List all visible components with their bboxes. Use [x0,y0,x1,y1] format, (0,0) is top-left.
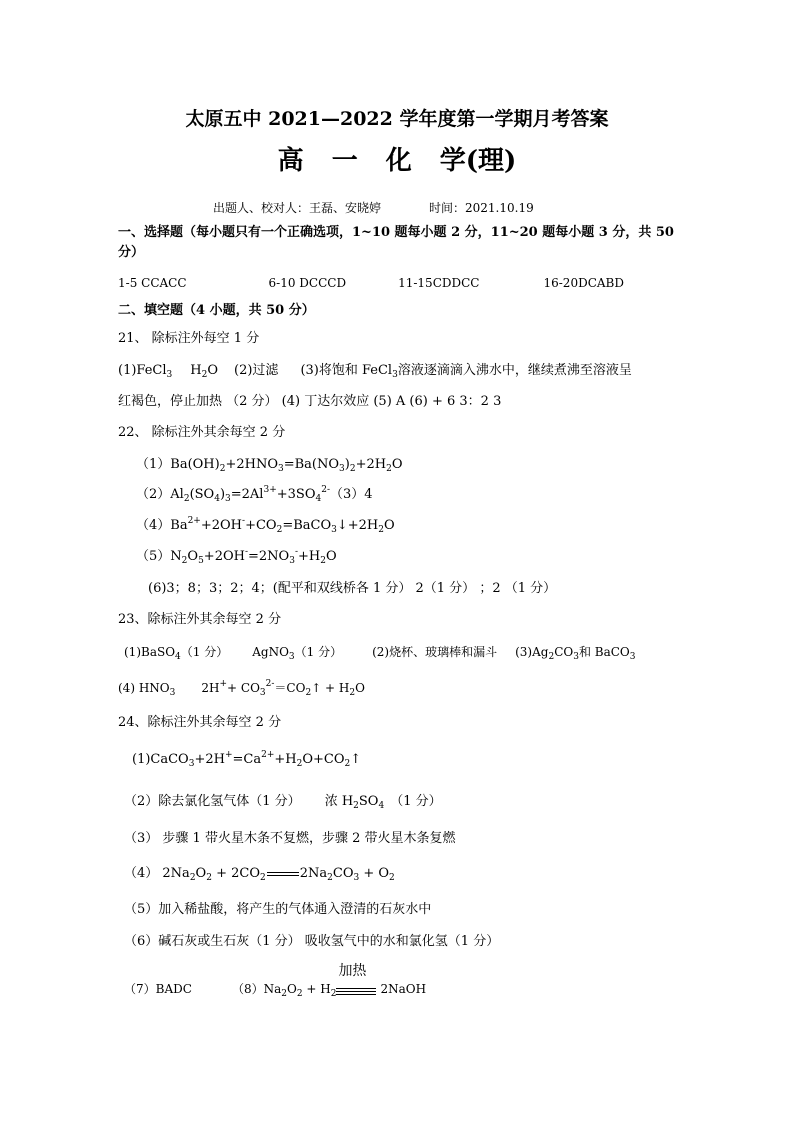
text: SO [358,794,379,809]
text: 浓 H [324,794,354,809]
text: CO [554,645,574,659]
sub: 4 [315,494,322,504]
sup: 3+ [263,485,277,495]
text: O [384,518,395,533]
text: +2HNO [225,457,278,472]
sub: 3 [278,464,284,474]
sub: 3 [259,688,266,698]
sub: 2 [201,370,208,380]
sup: 2- [265,679,275,689]
document-title: 太原五中 2021—2022 学年度第一学期月考答案 [185,108,609,130]
sub: 2 [327,873,333,883]
sup: + [224,750,233,760]
author-line [213,199,534,216]
sub: 2 [281,989,287,999]
text: （7）BADC [124,982,192,996]
text: 2NaOH [380,982,427,996]
text: 和 BaCO [578,645,630,659]
q21-ans1: (1)FeCl [118,363,167,378]
text: =BaCO [282,518,332,533]
section2-heading: 二、填空题（4 小题，共 50 分） [118,303,315,318]
subject-char-1: 高 [277,146,304,176]
text: （1 分） [294,645,343,659]
sub: 2 [389,873,395,883]
text: + CO [227,681,260,695]
sup: + [219,679,228,689]
text: ＝CO [274,681,306,695]
text: +2OH [200,518,243,533]
text: （2）Al [136,487,184,502]
text: O [286,982,297,996]
q21-ans3-cont: 溶液逐滴滴入沸水中，继续煮沸至溶液呈 [397,363,632,378]
text: +CO [245,518,277,533]
text: (3)Ag [515,645,549,659]
sub: 3 [339,464,345,474]
answer-group-3: 11-15CDDCC [398,276,480,290]
sub: 2 [386,464,392,474]
sub: 2 [276,525,283,535]
text: ) [219,487,226,502]
text: O [195,866,207,881]
text: ) [344,457,350,472]
sub: 2 [330,989,337,999]
text: (1)BaSO [124,645,176,659]
q24-line6: （6）碱石灰或生石灰（1 分） 吸收氢气中的水和氯化氢（1 分） [124,934,500,949]
text: + O [359,866,390,881]
sub: 2 [344,759,351,769]
q24-line2 [124,793,442,811]
text: 2H [201,681,220,695]
author-names: 出题人、校对人：王磊、安晓婷 [213,201,382,215]
subject-char-2: 一 [331,146,358,176]
q24-heading: 24、除标注外其余每空 2 分 [118,715,282,730]
heating-condition-sign [336,962,380,998]
text: O [187,549,199,564]
sub: 3 [188,759,195,769]
text: (1)CaCO [132,752,189,767]
q22-eq1 [136,456,403,474]
text: + 2CO [211,866,260,881]
sub: 3 [169,688,176,698]
text: O [325,549,337,564]
sub: 2 [349,464,356,474]
answer-group-1: 1-5 CCACC [118,276,187,290]
q24-line3: （3） 步骤 1 带火星木条不复燃，步骤 2 带火星木条复燃 [124,831,456,846]
sub: 2 [349,688,356,698]
sub: 2 [305,688,312,698]
text: + H [302,982,331,996]
sub: 2 [378,525,384,535]
text: ↓+2H [336,518,379,533]
sub: 2 [296,759,303,769]
text: =2NO [248,549,290,564]
sub: 2 [189,873,196,883]
sub: 2 [320,556,326,566]
q22-eq3 [136,517,395,535]
text: =Ba(NO [283,457,340,472]
q22-heading: 22、 除标注外其余每空 2 分 [118,425,286,440]
text: (4) HNO [118,681,170,695]
sub: 3 [629,652,636,662]
choice-answers [118,274,624,292]
sub: 2 [353,801,359,811]
sup: - [294,547,298,557]
sup: - [244,547,249,557]
text: O+CO [302,752,345,767]
q23-line2 [118,679,365,697]
text: （8）Na [231,982,282,996]
sub: 2 [206,873,212,883]
q21-heading: 21、 除标注外每空 1 分 [118,331,260,346]
text: O [391,457,403,472]
sub: 2 [548,652,555,662]
sub: 3 [289,556,295,566]
sub: 4 [214,494,220,504]
answer-group-2: 6-10 DCCCD [268,276,347,290]
text: +3SO [276,487,316,502]
sub: 3 [166,370,173,380]
q21-line2: 红褐色，停止加热 （2 分） (4) 丁达尔效应 (5) A (6) + 6 3：2 3 [118,394,502,409]
sup: - [242,516,246,526]
q21-ans2: (2)过滤 [234,363,279,378]
q24-line5: （5）加入稀盐酸，将产生的气体通入澄清的石灰水中 [124,902,432,917]
equals-bar [336,988,376,989]
sub: 4 [175,652,181,662]
text: +H [274,752,297,767]
q21-water-h: H [190,363,202,378]
q24-eq1 [132,751,361,769]
sub: 3 [392,370,398,380]
text: +2H [194,752,225,767]
text: （1 分） [390,794,442,809]
sub: 4 [378,801,385,811]
text: （1 分） [180,645,229,659]
sub: 2 [181,556,188,566]
text: (SO [189,487,215,502]
text: +2H [355,457,387,472]
sub: 3 [353,873,360,883]
text: =2Al [230,487,264,502]
sub: 2 [219,464,226,474]
text: O [355,681,365,695]
text: （2）除去氯化氢气体（1 分） [124,794,301,809]
sub: 2 [260,873,266,883]
q24-line7 [124,962,427,999]
text: （1）Ba(OH) [136,457,220,472]
q21-water-o: O [207,363,219,378]
text: 2Na [299,866,328,881]
sub: 5 [198,556,204,566]
equals-sign [267,872,299,876]
q21-line1 [118,362,632,380]
text: （4） 2Na [124,866,190,881]
text: ↑ + H [311,681,350,695]
text: （3）4 [330,487,373,502]
subject-char-4: 学(理) [439,146,517,176]
equals-bar [336,994,376,995]
q22-eq4 [136,548,337,566]
text: （5）N [136,549,182,564]
heat-label: 加热 [338,962,367,979]
subject-title [0,140,794,177]
text: =Ca [232,752,262,767]
q22-eq2 [136,486,373,504]
subject-char-3: 化 [385,146,412,176]
sub: 2 [296,989,303,999]
text: （4）Ba [136,518,188,533]
sub: 2 [183,494,190,504]
q23-heading: 23、除标注外其余每空 2 分 [118,612,282,627]
text: CO [332,866,354,881]
equals-bar [336,991,376,992]
section1-heading-cont: 分） [118,245,145,260]
text: +H [298,549,321,564]
text: ↑ [350,752,362,767]
sub: 3 [225,494,231,504]
text: +2OH [203,549,245,564]
section1-heading: 一、选择题（每小题只有一个正确选项，1~10 题每小题 2 分，11~20 题每小题 3 分，共 50 [118,225,674,240]
text: AgNO [252,645,289,659]
sup: 2+ [261,750,275,760]
sub: 3 [331,525,337,535]
sub: 3 [288,652,295,662]
q23-line1 [124,643,636,661]
text: (2)烧杯、玻璃棒和漏斗 [372,645,498,659]
q21-ans3: (3)将饱和 FeCl [300,363,393,378]
sup: 2+ [187,516,201,526]
q24-eq4 [124,865,395,883]
q22-line6: (6)3；8；3；2；4；(配平和双线桥各 1 分） 2（1 分） ；2 （1 分） [148,581,557,596]
exam-date: 时间：2021.10.19 [429,201,534,215]
sup: 2- [321,485,330,495]
answer-group-4: 16-20DCABD [543,276,624,290]
sub: 3 [573,652,579,662]
